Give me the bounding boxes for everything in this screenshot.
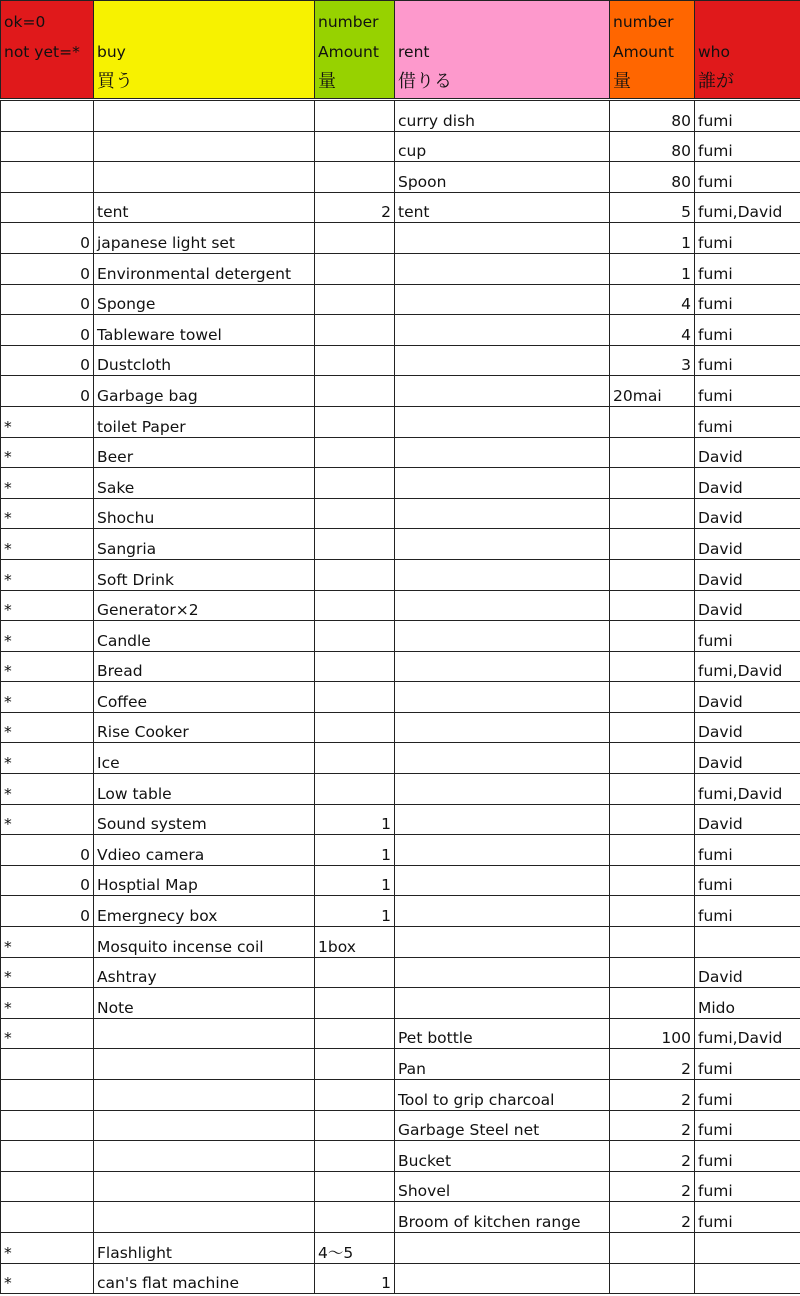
rent-item-cell[interactable] (395, 743, 610, 774)
status-cell[interactable] (1, 192, 94, 223)
header-buy-amount-line3: 量 (318, 71, 336, 92)
who-cell[interactable]: fumi (695, 284, 800, 315)
who-cell[interactable]: David (695, 498, 800, 529)
header-who-line3: 誰が (698, 71, 734, 92)
buy-amount-cell[interactable] (315, 1018, 395, 1049)
status-cell[interactable]: * (1, 498, 94, 529)
table-row (1, 437, 800, 468)
who-cell[interactable]: David (695, 682, 800, 713)
rent-item-cell[interactable] (395, 315, 610, 346)
rent-amount-cell[interactable] (610, 559, 695, 590)
status-cell[interactable] (1, 1141, 94, 1172)
rent-amount-cell[interactable] (610, 804, 695, 835)
table-row (1, 1232, 800, 1263)
header-status-line2: not yet=* (4, 43, 80, 61)
rent-amount-cell[interactable]: 3 (610, 345, 695, 376)
rent-item-cell[interactable] (395, 835, 610, 866)
status-cell[interactable]: 0 (1, 284, 94, 315)
table-row (1, 621, 800, 652)
who-cell[interactable]: fumi (695, 1049, 800, 1080)
who-cell[interactable]: fumi (695, 315, 800, 346)
rent-item-cell[interactable] (395, 621, 610, 652)
table-row (1, 559, 800, 590)
table-row (1, 774, 800, 805)
status-cell[interactable] (1, 1110, 94, 1141)
table-row (1, 529, 800, 560)
buy-item-cell[interactable] (94, 162, 315, 193)
status-cell[interactable]: * (1, 1263, 94, 1294)
buy-amount-cell[interactable] (315, 988, 395, 1019)
buy-item-cell[interactable]: toilet Paper (94, 406, 315, 437)
who-cell[interactable]: David (695, 529, 800, 560)
buy-amount-cell[interactable] (315, 376, 395, 407)
status-cell[interactable]: * (1, 712, 94, 743)
rent-amount-cell[interactable]: 80 (610, 162, 695, 193)
rent-item-cell[interactable]: Broom of kitchen range (395, 1202, 610, 1233)
table-row (1, 345, 800, 376)
rent-item-cell[interactable] (395, 437, 610, 468)
buy-amount-cell[interactable] (315, 498, 395, 529)
rent-amount-cell[interactable] (610, 406, 695, 437)
status-cell[interactable]: * (1, 1018, 94, 1049)
rent-amount-cell[interactable] (610, 988, 695, 1019)
header-rent (395, 1, 610, 100)
status-cell[interactable]: * (1, 621, 94, 652)
buy-amount-cell[interactable] (315, 1202, 395, 1233)
buy-amount-cell[interactable] (315, 682, 395, 713)
table-row (1, 468, 800, 499)
rent-amount-cell[interactable] (610, 498, 695, 529)
rent-amount-cell[interactable]: 1 (610, 253, 695, 284)
who-cell[interactable]: fumi (695, 223, 800, 254)
status-cell[interactable]: * (1, 1232, 94, 1263)
who-cell[interactable]: David (695, 712, 800, 743)
who-cell[interactable]: fumi,David (695, 774, 800, 805)
header-who-line2: who (698, 43, 730, 61)
who-cell[interactable]: fumi (695, 1080, 800, 1111)
status-cell[interactable]: 0 (1, 315, 94, 346)
buy-amount-cell[interactable] (315, 223, 395, 254)
rent-item-cell[interactable]: Garbage Steel net (395, 1110, 610, 1141)
who-cell[interactable]: fumi (695, 621, 800, 652)
rent-item-cell[interactable] (395, 559, 610, 590)
who-cell[interactable]: fumi (695, 253, 800, 284)
rent-item-cell[interactable]: Spoon (395, 162, 610, 193)
buy-item-cell[interactable]: Tableware towel (94, 315, 315, 346)
status-cell[interactable]: * (1, 590, 94, 621)
who-cell[interactable]: fumi (695, 1171, 800, 1202)
rent-item-cell[interactable] (395, 284, 610, 315)
status-cell[interactable] (1, 162, 94, 193)
table-row (1, 651, 800, 682)
rent-amount-cell[interactable]: 1 (610, 223, 695, 254)
rent-item-cell[interactable] (395, 253, 610, 284)
buy-item-cell[interactable]: Sake (94, 468, 315, 499)
status-cell[interactable] (1, 100, 94, 132)
header-rent-line2: rent (398, 43, 430, 61)
rent-amount-cell[interactable] (610, 468, 695, 499)
header-buy-line3: 買う (97, 71, 133, 92)
who-cell[interactable]: fumi (695, 131, 800, 162)
rent-item-cell[interactable] (395, 682, 610, 713)
table-row (1, 100, 800, 132)
header-rent-amount-line2: Amount (613, 43, 674, 61)
rent-amount-cell[interactable]: 2 (610, 1110, 695, 1141)
header-buy-amount-line1: number (318, 13, 379, 31)
table-row (1, 682, 800, 713)
status-cell[interactable]: * (1, 559, 94, 590)
rent-amount-cell[interactable]: 80 (610, 100, 695, 132)
table-row (1, 1202, 800, 1233)
buy-amount-cell[interactable]: 1 (315, 896, 395, 927)
table-row (1, 406, 800, 437)
buy-item-cell[interactable]: Hosptial Map (94, 865, 315, 896)
table-row (1, 896, 800, 927)
header-buy-line2: buy (97, 43, 126, 61)
who-cell[interactable]: fumi (695, 345, 800, 376)
who-cell[interactable]: fumi (695, 835, 800, 866)
rent-amount-cell[interactable] (610, 1232, 695, 1263)
status-cell[interactable]: * (1, 988, 94, 1019)
buy-item-cell[interactable]: Shochu (94, 498, 315, 529)
header-who-line1 (698, 7, 797, 37)
buy-amount-cell[interactable]: 2 (315, 192, 395, 223)
rent-amount-cell[interactable] (610, 590, 695, 621)
status-cell[interactable]: 0 (1, 253, 94, 284)
rent-item-cell[interactable] (395, 223, 610, 254)
table-row (1, 223, 800, 254)
rent-amount-cell[interactable] (610, 712, 695, 743)
table-row (1, 315, 800, 346)
who-cell[interactable]: fumi,David (695, 651, 800, 682)
header-rent-amount-line3: 量 (613, 71, 631, 92)
who-cell[interactable]: David (695, 590, 800, 621)
status-cell[interactable] (1, 131, 94, 162)
buy-item-cell[interactable] (94, 131, 315, 162)
buy-item-cell[interactable]: japanese light set (94, 223, 315, 254)
table-row (1, 1263, 800, 1294)
buy-amount-cell[interactable] (315, 1171, 395, 1202)
buy-amount-cell[interactable] (315, 559, 395, 590)
table-row (1, 1141, 800, 1172)
buy-amount-cell[interactable]: 1box (315, 927, 395, 958)
header-rent-amount-line1: number (613, 13, 674, 31)
rent-amount-cell[interactable] (610, 621, 695, 652)
table-row (1, 743, 800, 774)
buy-amount-cell[interactable] (315, 284, 395, 315)
who-cell[interactable]: Mido (695, 988, 800, 1019)
buy-amount-cell[interactable]: 1 (315, 835, 395, 866)
table-row (1, 162, 800, 193)
buy-amount-cell[interactable] (315, 621, 395, 652)
rent-item-cell[interactable] (395, 345, 610, 376)
rent-amount-cell[interactable]: 2 (610, 1171, 695, 1202)
table-row (1, 131, 800, 162)
rent-item-cell[interactable]: Tool to grip charcoal (395, 1080, 610, 1111)
table-row (1, 253, 800, 284)
buy-amount-cell[interactable]: 4～5 (315, 1232, 395, 1263)
buy-amount-cell[interactable] (315, 468, 395, 499)
table-row (1, 590, 800, 621)
buy-amount-cell[interactable] (315, 1049, 395, 1080)
who-cell[interactable]: fumi (695, 865, 800, 896)
rent-item-cell[interactable] (395, 651, 610, 682)
status-cell[interactable]: * (1, 468, 94, 499)
table-row (1, 1018, 800, 1049)
table-row (1, 835, 800, 866)
who-cell[interactable]: fumi,David (695, 192, 800, 223)
who-cell[interactable]: David (695, 804, 800, 835)
rent-amount-cell[interactable]: 2 (610, 1080, 695, 1111)
buy-item-cell[interactable]: tent (94, 192, 315, 223)
who-cell[interactable] (695, 1263, 800, 1294)
table-row (1, 988, 800, 1019)
header-buy-line1 (97, 7, 311, 37)
rent-item-cell[interactable] (395, 957, 610, 988)
buy-item-cell[interactable]: can's flat machine (94, 1263, 315, 1294)
status-cell[interactable]: * (1, 406, 94, 437)
who-cell[interactable]: David (695, 743, 800, 774)
buy-item-cell[interactable] (94, 1141, 315, 1172)
rent-amount-cell[interactable] (610, 896, 695, 927)
buy-item-cell[interactable]: Emergnecy box (94, 896, 315, 927)
table-row (1, 1080, 800, 1111)
rent-amount-cell[interactable] (610, 529, 695, 560)
table-row (1, 498, 800, 529)
buy-amount-cell[interactable] (315, 529, 395, 560)
who-cell[interactable]: fumi (695, 100, 800, 132)
status-cell[interactable] (1, 1080, 94, 1111)
header-buy-amount (315, 1, 395, 100)
buy-amount-cell[interactable] (315, 590, 395, 621)
header-status (1, 1, 94, 100)
rent-item-cell[interactable] (395, 529, 610, 560)
who-cell[interactable]: fumi,David (695, 1018, 800, 1049)
rent-amount-cell[interactable] (610, 1263, 695, 1294)
buy-amount-cell[interactable] (315, 406, 395, 437)
rent-item-cell[interactable] (395, 804, 610, 835)
rent-amount-cell[interactable] (610, 682, 695, 713)
table-row (1, 192, 800, 223)
buy-item-cell[interactable] (94, 1080, 315, 1111)
rent-amount-cell[interactable] (610, 651, 695, 682)
header-rent-amount (610, 1, 695, 100)
buy-item-cell[interactable] (94, 1202, 315, 1233)
table-row (1, 1110, 800, 1141)
table-row (1, 927, 800, 958)
rent-item-cell[interactable]: Pet bottle (395, 1018, 610, 1049)
table-row (1, 712, 800, 743)
buy-amount-cell[interactable] (315, 743, 395, 774)
header-row (1, 1, 800, 100)
rent-item-cell[interactable]: Bucket (395, 1141, 610, 1172)
rent-item-cell[interactable] (395, 406, 610, 437)
rent-item-cell[interactable] (395, 376, 610, 407)
rent-item-cell[interactable] (395, 1263, 610, 1294)
status-cell[interactable] (1, 1171, 94, 1202)
rent-item-cell[interactable] (395, 988, 610, 1019)
status-cell[interactable]: * (1, 743, 94, 774)
status-cell[interactable]: 0 (1, 376, 94, 407)
buy-item-cell[interactable]: Flashlight (94, 1232, 315, 1263)
rent-amount-cell[interactable] (610, 957, 695, 988)
status-cell[interactable]: * (1, 957, 94, 988)
table-row (1, 804, 800, 835)
rent-item-cell[interactable] (395, 468, 610, 499)
status-cell[interactable]: 0 (1, 223, 94, 254)
status-cell[interactable]: * (1, 682, 94, 713)
rent-item-cell[interactable] (395, 774, 610, 805)
table-row (1, 1049, 800, 1080)
rent-item-cell[interactable] (395, 498, 610, 529)
rent-item-cell[interactable]: tent (395, 192, 610, 223)
who-cell[interactable]: fumi (695, 376, 800, 407)
buy-item-cell[interactable]: Ice (94, 743, 315, 774)
buy-amount-cell[interactable] (315, 437, 395, 468)
buy-amount-cell[interactable] (315, 1110, 395, 1141)
header-who (695, 1, 800, 100)
buy-amount-cell[interactable] (315, 253, 395, 284)
buy-amount-cell[interactable] (315, 345, 395, 376)
buy-item-cell[interactable] (94, 1049, 315, 1080)
who-cell[interactable]: David (695, 957, 800, 988)
buy-amount-cell[interactable] (315, 1141, 395, 1172)
rent-item-cell[interactable] (395, 927, 610, 958)
buy-item-cell[interactable]: Sponge (94, 284, 315, 315)
status-cell[interactable] (1, 1049, 94, 1080)
rent-amount-cell[interactable]: 5 (610, 192, 695, 223)
rent-item-cell[interactable]: Pan (395, 1049, 610, 1080)
rent-item-cell[interactable] (395, 865, 610, 896)
status-cell[interactable]: * (1, 529, 94, 560)
status-cell[interactable]: 0 (1, 865, 94, 896)
table-row (1, 284, 800, 315)
rent-amount-cell[interactable] (610, 774, 695, 805)
table-row (1, 957, 800, 988)
who-cell[interactable] (695, 927, 800, 958)
status-cell[interactable]: * (1, 927, 94, 958)
buy-item-cell[interactable]: Mosquito incense coil (94, 927, 315, 958)
rent-amount-cell[interactable]: 2 (610, 1049, 695, 1080)
buy-amount-cell[interactable]: 1 (315, 1263, 395, 1294)
rent-item-cell[interactable] (395, 712, 610, 743)
buy-item-cell[interactable]: Garbage bag (94, 376, 315, 407)
buy-item-cell[interactable]: Sound system (94, 804, 315, 835)
rent-item-cell[interactable]: curry dish (395, 100, 610, 132)
who-cell[interactable]: fumi (695, 896, 800, 927)
rent-amount-cell[interactable]: 4 (610, 315, 695, 346)
buy-item-cell[interactable]: Candle (94, 621, 315, 652)
who-cell[interactable]: fumi (695, 1141, 800, 1172)
who-cell[interactable]: fumi (695, 1202, 800, 1233)
table-row (1, 1171, 800, 1202)
buy-item-cell[interactable]: Note (94, 988, 315, 1019)
status-cell[interactable] (1, 1202, 94, 1233)
buy-item-cell[interactable] (94, 1171, 315, 1202)
rent-amount-cell[interactable]: 100 (610, 1018, 695, 1049)
buy-item-cell[interactable] (94, 100, 315, 132)
buy-item-cell[interactable]: Ashtray (94, 957, 315, 988)
who-cell[interactable]: David (695, 468, 800, 499)
who-cell[interactable]: David (695, 437, 800, 468)
buy-amount-cell[interactable] (315, 100, 395, 132)
buy-item-cell[interactable]: Coffee (94, 682, 315, 713)
buy-item-cell[interactable]: Rise Cooker (94, 712, 315, 743)
rent-amount-cell[interactable] (610, 865, 695, 896)
rent-item-cell[interactable]: Shovel (395, 1171, 610, 1202)
buy-item-cell[interactable] (94, 1110, 315, 1141)
rent-amount-cell[interactable] (610, 835, 695, 866)
who-cell[interactable]: fumi (695, 1110, 800, 1141)
rent-item-cell[interactable] (395, 896, 610, 927)
buy-amount-cell[interactable] (315, 712, 395, 743)
buy-item-cell[interactable]: Sangria (94, 529, 315, 560)
rent-amount-cell[interactable] (610, 437, 695, 468)
rent-item-cell[interactable] (395, 590, 610, 621)
rent-amount-cell[interactable] (610, 743, 695, 774)
rent-amount-cell[interactable]: 2 (610, 1141, 695, 1172)
status-cell[interactable]: * (1, 437, 94, 468)
rent-amount-cell[interactable]: 2 (610, 1202, 695, 1233)
buy-amount-cell[interactable] (315, 162, 395, 193)
who-cell[interactable]: fumi (695, 162, 800, 193)
table-row (1, 376, 800, 407)
buy-item-cell[interactable]: Dustcloth (94, 345, 315, 376)
status-cell[interactable]: 0 (1, 896, 94, 927)
who-cell[interactable]: fumi (695, 406, 800, 437)
status-cell[interactable]: * (1, 804, 94, 835)
rent-item-cell[interactable]: cup (395, 131, 610, 162)
table-row (1, 865, 800, 896)
header-status-line1: ok=0 (4, 13, 46, 31)
buy-item-cell[interactable] (94, 1018, 315, 1049)
table-body (1, 100, 800, 1294)
header-buy-amount-line2: Amount (318, 43, 379, 61)
buy-item-cell[interactable]: Vdieo camera (94, 835, 315, 866)
buy-item-cell[interactable]: Soft Drink (94, 559, 315, 590)
buy-amount-cell[interactable] (315, 651, 395, 682)
rent-amount-cell[interactable] (610, 927, 695, 958)
rent-amount-cell[interactable]: 4 (610, 284, 695, 315)
header-buy (94, 1, 315, 100)
buy-item-cell[interactable]: Beer (94, 437, 315, 468)
rent-amount-cell[interactable]: 20mai (610, 376, 695, 407)
status-cell[interactable]: * (1, 651, 94, 682)
buy-amount-cell[interactable] (315, 957, 395, 988)
header-rent-line1 (398, 7, 606, 37)
buy-amount-cell[interactable] (315, 1080, 395, 1111)
status-cell[interactable]: 0 (1, 835, 94, 866)
buy-amount-cell[interactable]: 1 (315, 804, 395, 835)
buy-amount-cell[interactable] (315, 774, 395, 805)
buy-item-cell[interactable]: Environmental detergent (94, 253, 315, 284)
who-cell[interactable] (695, 1232, 800, 1263)
status-cell[interactable]: 0 (1, 345, 94, 376)
buy-amount-cell[interactable] (315, 131, 395, 162)
header-rent-line3: 借りる (398, 71, 452, 92)
rent-amount-cell[interactable]: 80 (610, 131, 695, 162)
buy-item-cell[interactable]: Low table (94, 774, 315, 805)
buy-amount-cell[interactable] (315, 315, 395, 346)
who-cell[interactable]: David (695, 559, 800, 590)
buy-amount-cell[interactable]: 1 (315, 865, 395, 896)
buy-item-cell[interactable]: Generator×2 (94, 590, 315, 621)
buy-item-cell[interactable]: Bread (94, 651, 315, 682)
status-cell[interactable]: * (1, 774, 94, 805)
rent-item-cell[interactable] (395, 1232, 610, 1263)
